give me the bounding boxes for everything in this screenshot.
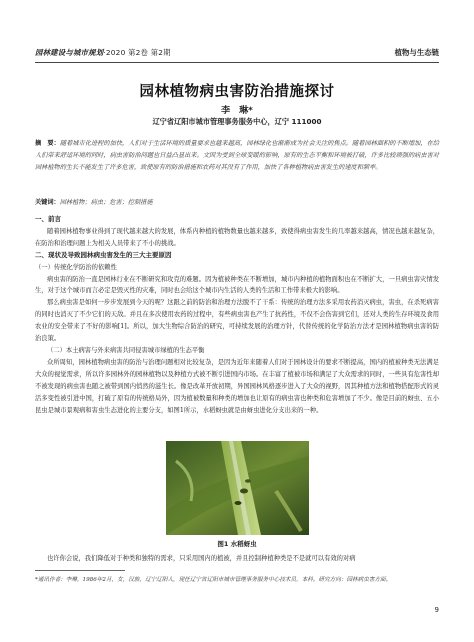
body-text [35, 214, 439, 416]
figure-caption: 图1 水稻蚜虫 [217, 540, 257, 548]
section-heading-1: 一、前言 [35, 215, 61, 223]
section-name: 植物与生态链 [394, 48, 439, 57]
header-rule [35, 62, 439, 63]
abstract-label: 摘 要： [35, 140, 60, 147]
figure-rice-aphid-photo [166, 441, 309, 535]
subsection-heading-1: （一）传统化学防治的依赖性 [35, 263, 117, 271]
section-heading-2: 二、现状及导致园林病虫害发生的三大主要原因 [35, 250, 172, 259]
paragraph: 众所周知，园林植物病虫害的防治与治理问题相对比较复杂，是因为近年来随着人们对于园林设计的要求不断提高，国内的植被种类无法满足大众的视觉需求，所以许多园林外的园林植物以及种植方式被不断引进国内市场。在丰富了植被市场和满足了大众需求的同时，一些具有危害性却不被发现的病虫害也随之被带到国内悄然的滋生长。像是改革开放初期，异国园林风格逐步进入了大众的视野，因其种植方法和植物搭配形式的灵活多变性被引进中国，打破了原有的传统格局外，因为植被数量和种类的增加也让原有的病虫害也种类和危害增加了不少。像是目前的蚜虫、五小昆虫是城市景观病和害虫生态进化的主要分支，如图1所示，水稻蚜虫就是由蚜虫进化分支出来的一种。 [35, 358, 439, 414]
keywords [35, 198, 439, 208]
abstract-text: 随着城市化进程的加快，人们对于生活环境的质量要求也越来越高，园林绿化也渐渐成为社会关注的焦点。随着园林面积的不断增加，在给人们带来舒适环境的同时，病虫害防治问题也日益凸显出来。文因为受到全球变暖的影响，原有的生态平衡和环境被打破，许多比较顽强的病虫害对园林植物的生长不能发生了许多危害，致使原有的防治措施和农药对其没有了作用，加快了各种植物病虫害发生的速度和频率。 [35, 140, 440, 171]
running-header [35, 47, 439, 61]
aphid-photo-image [166, 441, 309, 535]
paragraph: 随着园林植物事业得到了现代越来越大的发展，体系内种植的植物数量也越来越多，致使得病虫害发生的几率越来越高，情况也越来越复杂，在防治和治理问题上为相关人员带来了不小的挑战。 [35, 227, 439, 247]
subsection-heading-2: （二）本土病害与外来病害共同侵害城市绿植的生态平衡 [47, 346, 205, 354]
footnote-rule [35, 570, 125, 571]
article-title: 园林植物病虫害防治措施探讨 [139, 84, 335, 100]
affiliation: 辽宁省辽阳市城市管理事务服务中心，辽宁 111000 [152, 117, 322, 126]
keywords-label: 关键词： [35, 199, 60, 206]
abstract [35, 138, 439, 174]
keywords-text: 园林植物；病虫；危害；控制措施 [59, 199, 153, 206]
paragraph-after-figure: 也许你会说，我们降低对于种类和独特的需求，只采用国内的植被，并且控制种植种类是不是就可以有效的对病 [47, 555, 356, 562]
footnote: *通讯作者：李琳，1986年2月，女，汉族，辽宁辽阳人，现任辽宁省辽阳市城市管理事务服务中心技术员，本科。研究方向：园林病虫害方面。 [35, 577, 392, 583]
author: 李 琳* [221, 106, 253, 116]
paragraph: 那么病虫害是如何一步步发展到今天的呢？这跟之前的防治和治理方法脱不了干系：传统的治理方法多采用农药消灭病虫，害虫，在杀死病害的同时也消灭了不少它们的天敌。并且在多次使用农药的过程中，有些病虫害也产生了抗药性，不仅不会伤害到它们，还对人类的生存环境及食用农业的安全带来了不好的影响[1]。所以，加大生物综合防治的研究，可持续发展的治理方针，代替传统的化学防治方法才是园林植物病虫害的防治良策。 [35, 299, 439, 343]
journal-name: 园林建设与城市规划·2020 第2卷 第2期 [35, 48, 171, 57]
page-number: 9 [434, 606, 439, 614]
paragraph: 病虫害的防治一直是园林行业在不断研究和攻克的难题。因为植被种类在不断增加，城市内种植的植物面积也在不断扩大，一旦病虫害灾情发生，对于这个城市而言必定是毁灭性的灾难，同时也会给这个城市内生活的人类的生活和工作带来极大的影响。 [35, 275, 439, 295]
